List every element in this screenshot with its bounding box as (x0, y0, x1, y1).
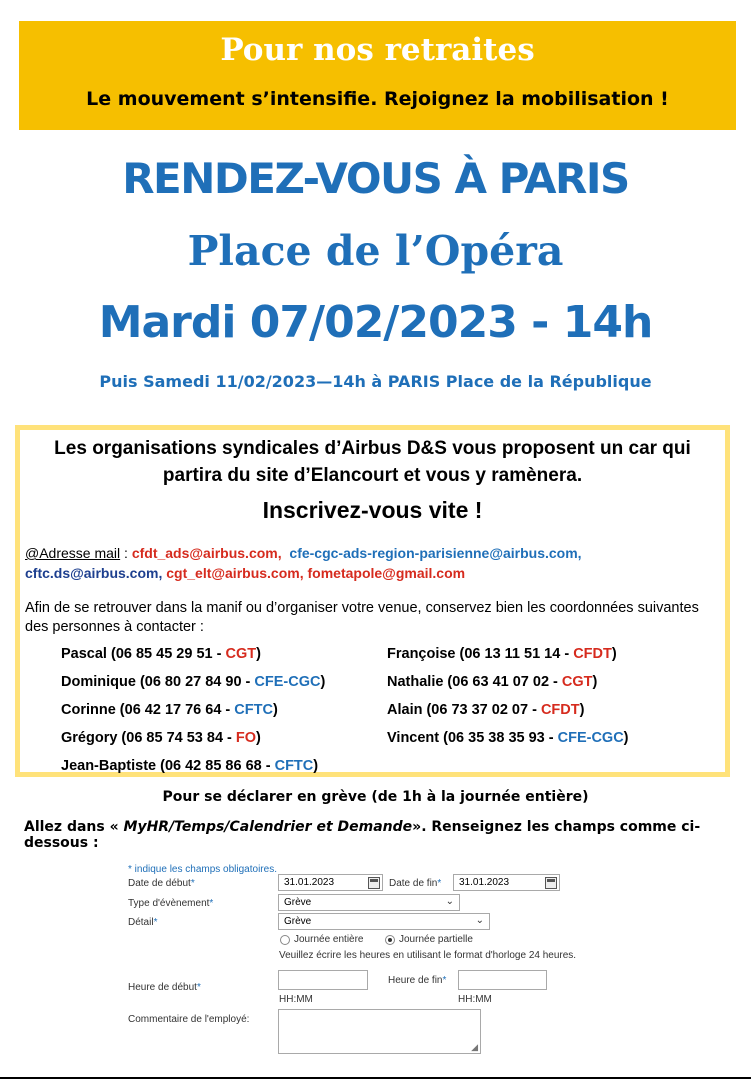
contact-name: Corinne (06 42 17 76 64 - (61, 702, 235, 718)
banner-subtitle: Le mouvement s’intensifie. Rejoignez la mobilisation ! (86, 88, 669, 110)
contact-close: ) (592, 674, 598, 690)
contact-item (61, 758, 318, 774)
contact-name: Alain (06 73 37 02 07 - (387, 702, 541, 718)
contact-union: CFE-CGC (557, 730, 624, 746)
required-note: * indique les champs obligatoires. (128, 864, 277, 875)
required-asterisk: * (196, 982, 201, 993)
comment-label: Commentaire de l'employé: (128, 1014, 250, 1025)
contact-name: Vincent (06 35 38 35 93 - (387, 730, 558, 746)
contact-name: Jean-Baptiste (06 42 85 86 68 - (61, 758, 275, 774)
contact-union: CFDT (540, 702, 580, 718)
detail-label-text: Détail (128, 917, 154, 928)
contact-name: Nathalie (06 63 41 07 02 - (387, 674, 562, 690)
contact-item (387, 730, 629, 746)
start-date-field[interactable] (278, 874, 383, 891)
hours-hint: Veuillez écrire les heures en utilisant le format d'horloge 24 heures. (279, 950, 577, 961)
calendar-icon[interactable] (368, 877, 380, 889)
contacts-note: Afin de se retrouver dans la manif ou d’organiser votre venue, conservez bien les coordonnées suivantes des personnes à contacter : (25, 600, 699, 635)
contact-close: ) (256, 730, 261, 746)
start-time-format: HH:MM (279, 994, 313, 1005)
calendar-icon[interactable] (545, 877, 557, 889)
contact-union: CFTC (274, 758, 314, 774)
contact-item (61, 674, 325, 690)
instructions-suffix: ». Renseignez les champs comme ci-dessous : (24, 819, 701, 851)
required-asterisk: * (190, 878, 195, 889)
contact-union: CGT (225, 646, 257, 662)
contact-union: FO (235, 730, 257, 746)
comment-textarea[interactable] (278, 1009, 481, 1054)
banner-title: Pour nos retraites (220, 32, 535, 68)
email-link[interactable]: cfdt_ads@airbus.com, (131, 545, 282, 561)
headline-rendezvous: RENDEZ-VOUS À PARIS (122, 154, 629, 203)
start-time-label (128, 982, 201, 993)
end-date-label-text: Date de fin (389, 878, 438, 889)
contact-union: CFDT (573, 646, 612, 662)
instructions-path: MyHR/Temps/Calendrier et Demande (123, 819, 413, 835)
email-link[interactable]: cgt_elt@airbus.com, (166, 565, 304, 581)
contact-item (61, 702, 278, 718)
header-banner (19, 21, 736, 130)
radio-partial-day[interactable] (385, 935, 395, 945)
start-date-label (128, 878, 195, 889)
end-time-label (388, 975, 446, 986)
resize-handle-icon[interactable]: ◢ (471, 1042, 478, 1052)
contact-union: CFTC (234, 702, 273, 718)
detail-select[interactable] (278, 913, 490, 930)
event-type-value: Grève (284, 897, 312, 908)
contact-item (61, 730, 261, 746)
contact-name: Grégory (06 85 74 53 84 - (61, 730, 236, 746)
contact-close: ) (313, 758, 319, 774)
start-time-label-text: Heure de début (128, 982, 197, 993)
start-time-input[interactable] (278, 970, 368, 990)
email-link[interactable]: cfe-cgc-ads-region-parisienne@airbus.com, (289, 545, 582, 561)
chevron-down-icon: ⌄ (475, 915, 484, 926)
contact-union: CGT (561, 674, 593, 690)
info-cta: Inscrivez-vous vite ! (262, 497, 483, 523)
contact-union: CFE-CGC (254, 674, 321, 690)
required-asterisk: * (153, 917, 158, 928)
radio-partial-day-label: Journée partielle (399, 934, 473, 945)
info-box (15, 425, 730, 777)
contact-name: Françoise (06 13 11 51 14 - (387, 646, 574, 662)
required-asterisk: * (209, 898, 214, 909)
contact-close: ) (320, 674, 326, 690)
required-asterisk: * (442, 975, 447, 986)
end-date-value: 31.01.2023 (459, 877, 510, 888)
end-time-label-text: Heure de fin (388, 975, 443, 986)
headline-date: Mardi 07/02/2023 - 14h (98, 297, 653, 348)
email-list (25, 543, 582, 583)
headline-followup: Puis Samedi 11/02/2023—14h à PARIS Place de la République (99, 372, 652, 391)
strike-declare-text: Pour se déclarer en grève (de 1h à la journée entière) (162, 789, 589, 805)
contact-close: ) (623, 730, 629, 746)
contact-item (387, 674, 597, 690)
detail-value: Grève (284, 916, 312, 927)
email-label: @Adresse mail (25, 545, 121, 561)
instructions-text (24, 819, 751, 851)
required-asterisk: * (437, 878, 442, 889)
contact-name: Pascal (06 85 45 29 51 - (61, 646, 226, 662)
contact-name: Dominique (06 80 27 84 90 - (61, 674, 255, 690)
end-time-format: HH:MM (458, 994, 492, 1005)
email-colon: : (120, 545, 132, 561)
event-type-label-text: Type d'évènement (128, 898, 210, 909)
contact-close: ) (256, 646, 261, 662)
detail-label (128, 917, 157, 928)
radio-full-day[interactable] (280, 935, 290, 945)
start-date-value: 31.01.2023 (284, 877, 335, 888)
radio-full-day-label: Journée entière (294, 934, 364, 945)
end-date-field[interactable] (453, 874, 560, 891)
chevron-down-icon: ⌄ (445, 896, 454, 907)
contact-item (387, 646, 617, 662)
end-date-label (389, 878, 441, 889)
event-type-select[interactable] (278, 894, 460, 911)
email-link[interactable]: cftc.ds@airbus.com, (25, 565, 163, 581)
contact-item (387, 702, 584, 718)
email-link[interactable]: fometapole@gmail.com (307, 565, 466, 581)
start-date-label-text: Date de début (128, 878, 191, 889)
contact-close: ) (611, 646, 617, 662)
info-intro: Les organisations syndicales d’Airbus D&S vous proposent un car qui partira du site d’Elancourt et vous y ramènera. (54, 438, 691, 486)
event-type-label (128, 898, 213, 909)
contact-close: ) (272, 702, 278, 718)
contact-close: ) (579, 702, 585, 718)
instructions-prefix: Allez dans « (24, 819, 124, 835)
contact-item (61, 646, 261, 662)
headline-place: Place de l’Opéra (187, 227, 564, 275)
end-time-input[interactable] (458, 970, 547, 990)
